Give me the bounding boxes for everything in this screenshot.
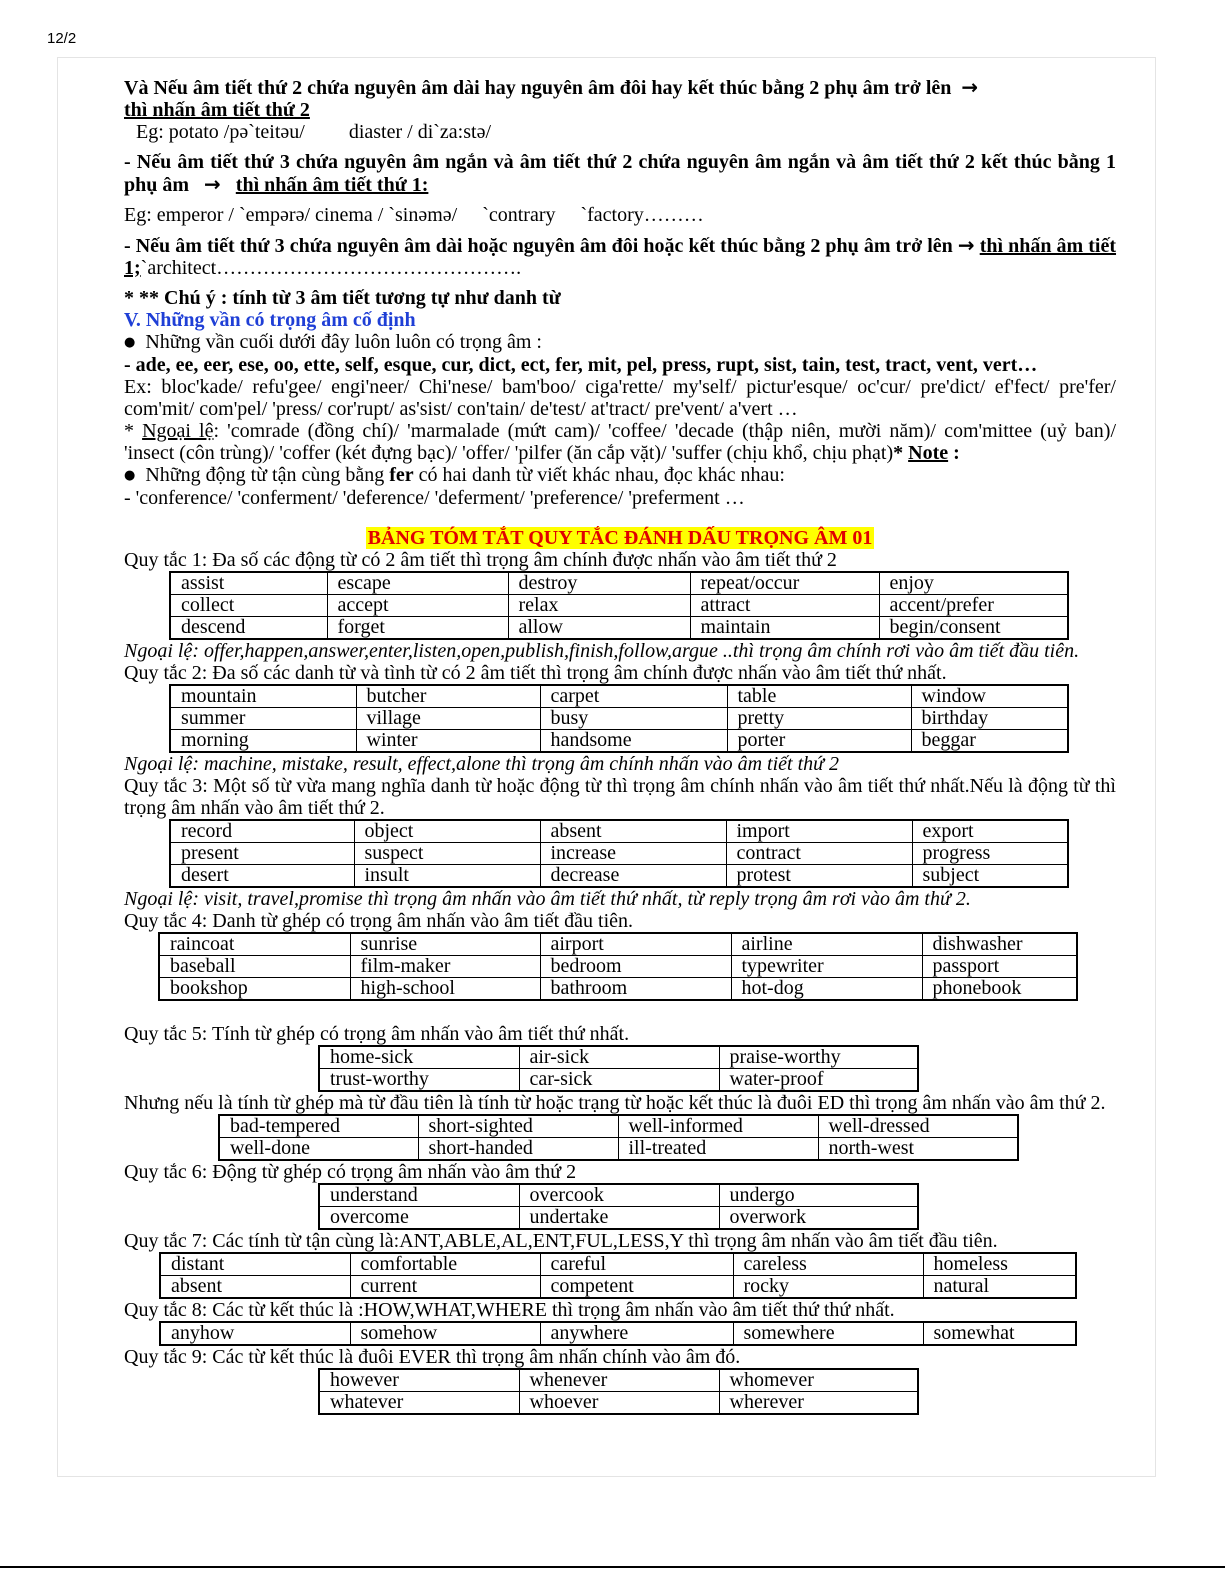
table-cell: progress [912, 843, 1068, 865]
rule-3-exception: Ngoại lệ: visit, travel,promise thì trọng âm nhấn vào âm tiết thứ nhất, từ reply trọng âm rơi vào âm thứ 2. [124, 888, 971, 910]
table-cell: attract [690, 595, 879, 617]
table-cell: birthday [911, 708, 1068, 730]
table-cell: protest [726, 865, 912, 888]
rule-second-syllable [124, 76, 1116, 121]
rule-4-table [158, 932, 1078, 1001]
table-cell: passport [922, 956, 1077, 978]
rule-4-text: Quy tắc 4: Danh từ ghép có trọng âm nhấn vào âm tiết đầu tiên. [124, 910, 634, 932]
table-cell: careless [733, 1253, 923, 1276]
table-cell: car-sick [519, 1069, 719, 1092]
bullet-text: Những động từ tận cùng bằng [145, 464, 390, 486]
exception-paragraph [124, 420, 1116, 464]
rule-short-vowel [124, 151, 1116, 196]
table-cell: morning [170, 730, 356, 753]
table-cell: object [354, 820, 540, 843]
table-cell: high-school [350, 978, 540, 1001]
table-row [170, 572, 1068, 595]
table-cell: overcome [319, 1207, 519, 1230]
example-list: Ex: bloc'kade/ refu'gee/ engi'neer/ Chi'nese/ bam'boo/ ciga'rette/ my'self/ pictur'esque/ oc'cur/ pre'dict/ ef'fect/ pre'fer/ com'mit/ com'pel/ 'press/ cor'rupt/ as'sist/ con'tain/ de'test/ at'tract/ pre'vent/ a'vert … [124, 376, 1116, 420]
table-cell: repeat/occur [690, 572, 879, 595]
rule-3-table [169, 819, 1069, 888]
table-cell: water-proof [719, 1069, 918, 1092]
note-colon: : [948, 442, 960, 464]
table-row [319, 1184, 918, 1207]
table-cell: descend [170, 617, 327, 640]
rule-2-exception: Ngoại lệ: machine, mistake, result, effect,alone thì trọng âm chính nhấn vào âm tiết thứ 2 [124, 753, 840, 775]
table-cell: allow [508, 617, 690, 640]
table-cell: bathroom [540, 978, 731, 1001]
note-label: Note [908, 442, 949, 464]
table-cell: begin/consent [879, 617, 1068, 640]
example-line: Eg: emperor / `empərə/ cinema / `sinəmə/ `contrary `factory……… [124, 204, 704, 226]
asterisk: * [893, 442, 909, 464]
table-cell: import [726, 820, 912, 843]
table-cell: baseball [159, 956, 350, 978]
table-cell: air-sick [519, 1046, 719, 1069]
exception-text: : 'comrade (đồng chí)/ 'marmalade (mứt cam)/ 'coffee/ 'decade (thập niên, mười năm)/ com'mittee (uỷ ban)/ 'insect (côn trùng)/ 'coffer (két đựng bạc)/ 'offer/ 'pilfer (ăn cắp vặt)/ 'suffer (chịu khổ, chịu phạt) [124, 420, 1117, 464]
table-cell: relax [508, 595, 690, 617]
table-cell: undergo [719, 1184, 918, 1207]
table-row [319, 1392, 918, 1415]
example-line [124, 121, 1116, 143]
rule-conclusion: thì nhấn âm tiết 1; [124, 235, 1117, 279]
rule-1-table [169, 571, 1069, 640]
table-row [219, 1115, 1018, 1138]
asterisk: * [124, 420, 143, 442]
table-cell: airport [540, 933, 731, 956]
table-row [160, 1322, 1076, 1345]
document-content [124, 76, 1116, 1415]
table-row [160, 1253, 1076, 1276]
table-cell: collect [170, 595, 327, 617]
example-potato: Eg: potato /pə`teitəu/ [136, 121, 305, 143]
table-cell: accent/prefer [879, 595, 1068, 617]
table-cell: bookshop [159, 978, 350, 1001]
rule-3-text: Quy tắc 3: Một số từ vừa mang nghĩa danh từ hoặc động từ thì trọng âm chính nhấn vào âm tiết thứ nhất.Nếu là động từ thì trọng âm nhấn vào âm tiết thứ 2. [124, 775, 1116, 819]
table-cell: overcook [519, 1184, 719, 1207]
table-cell: accept [327, 595, 508, 617]
bullet-icon: ● [124, 335, 136, 350]
table-cell: competent [540, 1276, 733, 1299]
table-cell: mountain [170, 685, 356, 708]
table-cell: handsome [540, 730, 727, 753]
table-row [170, 617, 1068, 640]
table-cell: whatever [319, 1392, 519, 1415]
note-adjective: * ** Chú ý : tính từ 3 âm tiết tương tự như danh từ [124, 287, 561, 309]
rule-9-text: Quy tắc 9: Các từ kết thúc là đuôi EVER thì trọng âm nhấn chính vào âm đó. [124, 1346, 741, 1368]
rule-8-table [159, 1321, 1077, 1346]
fer-nouns-line: - 'conference/ 'conferment/ 'deference/ 'deferment/ 'preference/ 'preferment … [124, 487, 745, 509]
summary-title [124, 527, 1116, 549]
table-row [219, 1138, 1018, 1161]
rule-conclusion: thì nhấn âm tiết thứ 1: [235, 174, 429, 196]
table-row [170, 865, 1068, 888]
bullet-item [124, 464, 1116, 487]
table-cell: beggar [911, 730, 1068, 753]
table-cell: table [727, 685, 911, 708]
table-cell: pretty [727, 708, 911, 730]
arrow-icon: → [204, 172, 221, 196]
table-cell: record [170, 820, 354, 843]
summary-title-text: BẢNG TÓM TẮT QUY TẮC ĐÁNH DẤU TRỌNG ÂM 01 [367, 527, 873, 549]
table-cell: typewriter [731, 956, 922, 978]
table-cell: destroy [508, 572, 690, 595]
table-row [170, 685, 1068, 708]
table-cell: raincoat [159, 933, 350, 956]
rule-8-text: Quy tắc 8: Các từ kết thúc là :HOW,WHAT,WHERE thì trọng âm nhấn vào âm tiết thứ thứ nhất. [124, 1299, 895, 1321]
table-cell: home-sick [319, 1046, 519, 1069]
table-cell: insult [354, 865, 540, 888]
table-cell: bedroom [540, 956, 731, 978]
rule-7-table [159, 1252, 1077, 1299]
rule-text: Và Nếu âm tiết thứ 2 chứa nguyên âm dài hay nguyên âm đôi hay kết thúc bằng 2 phụ âm trở lên [124, 77, 952, 99]
table-cell: understand [319, 1184, 519, 1207]
table-cell: undertake [519, 1207, 719, 1230]
example-architect: `architect………………………………………. [140, 257, 522, 279]
table-cell: dishwasher [922, 933, 1077, 956]
table-row [170, 843, 1068, 865]
table-cell: north-west [818, 1138, 1018, 1161]
table-row [170, 820, 1068, 843]
table-cell: well-informed [618, 1115, 818, 1138]
table-cell: ill-treated [618, 1138, 818, 1161]
arrow-icon: → [961, 75, 979, 99]
table-cell: whenever [519, 1369, 719, 1392]
table-cell: hot-dog [731, 978, 922, 1001]
table-cell: subject [912, 865, 1068, 888]
table-cell: anywhere [540, 1322, 733, 1345]
bottom-rule [0, 1566, 1225, 1568]
table-cell: anyhow [160, 1322, 350, 1345]
table-cell: enjoy [879, 572, 1068, 595]
rule-2-table [169, 684, 1069, 753]
table-row [170, 595, 1068, 617]
table-cell: distant [160, 1253, 350, 1276]
table-cell: butcher [356, 685, 540, 708]
table-cell: desert [170, 865, 354, 888]
table-cell: window [911, 685, 1068, 708]
table-row [170, 708, 1068, 730]
table-cell: however [319, 1369, 519, 1392]
table-cell: short-handed [418, 1138, 618, 1161]
table-cell: well-dressed [818, 1115, 1018, 1138]
table-cell: escape [327, 572, 508, 595]
table-cell: suspect [354, 843, 540, 865]
table-row [319, 1369, 918, 1392]
example-diaster: diaster / di`za:stə/ [348, 121, 492, 143]
table-cell: porter [727, 730, 911, 753]
table-cell: somewhere [733, 1322, 923, 1345]
rule-1-text: Quy tắc 1: Đa số các động từ có 2 âm tiết thì trọng âm chính được nhấn vào âm tiết thứ 2 [124, 549, 837, 571]
table-cell: phonebook [922, 978, 1077, 1001]
table-cell: short-sighted [418, 1115, 618, 1138]
rule-6-table [318, 1183, 919, 1230]
arrow-icon: → [957, 233, 975, 257]
table-cell: export [912, 820, 1068, 843]
table-cell: village [356, 708, 540, 730]
rule-9-table [318, 1368, 919, 1415]
page-number: 12/2 [47, 30, 77, 47]
rule-text: - Nếu âm tiết thứ 3 chứa nguyên âm ngắn và âm tiết thứ 2 chứa nguyên âm ngắn và âm tiết thứ 2 kết thúc bằng 1 phụ âm [124, 151, 1116, 196]
table-cell: summer [170, 708, 356, 730]
section-heading: V. Những vần có trọng âm cố định [124, 309, 416, 331]
bullet-text: có hai danh từ viết khác nhau, đọc khác nhau: [413, 464, 785, 486]
rule-6-text: Quy tắc 6: Động từ ghép có trọng âm nhấn vào âm thứ 2 [124, 1161, 577, 1183]
table-cell: natural [923, 1276, 1076, 1299]
table-cell: somehow [350, 1322, 540, 1345]
table-cell: wherever [719, 1392, 918, 1415]
table-cell: careful [540, 1253, 733, 1276]
exception-label: Ngoại lệ [142, 420, 214, 442]
table-cell: comfortable [350, 1253, 540, 1276]
table-cell: whomever [719, 1369, 918, 1392]
table-cell: contract [726, 843, 912, 865]
rule-5-table-2 [218, 1114, 1019, 1161]
rule-5-note: Nhưng nếu là tính từ ghép mà từ đầu tiên là tính từ hoặc trạng từ hoặc kết thúc là đuôi ED thì trọng âm nhấn vào âm thứ 2. [124, 1092, 1106, 1114]
bullet-icon: ● [124, 468, 136, 483]
table-cell: winter [356, 730, 540, 753]
rule-conclusion: thì nhấn âm tiết thứ 2 [124, 99, 310, 121]
bullet-bold: fer [389, 464, 414, 486]
table-cell: current [350, 1276, 540, 1299]
table-cell: whoever [519, 1392, 719, 1415]
table-cell: homeless [923, 1253, 1076, 1276]
rule-1-exception: Ngoại lệ: offer,happen,answer,enter,listen,open,publish,finish,follow,argue ..thì trọng âm chính rơi vào âm tiết đầu tiên. [124, 640, 1080, 662]
table-row [159, 978, 1077, 1001]
table-cell: rocky [733, 1276, 923, 1299]
table-row [160, 1276, 1076, 1299]
table-cell: present [170, 843, 354, 865]
table-cell: overwork [719, 1207, 918, 1230]
rule-5-table [318, 1045, 919, 1092]
bullet-text: Những vần cuối dưới đây luôn luôn có trọng âm : [145, 331, 542, 353]
bullet-item [124, 331, 1116, 354]
rule-2-text: Quy tắc 2: Đa số các danh từ và tình từ có 2 âm tiết thì trọng âm chính được nhấn vào âm tiết thứ nhất. [124, 662, 947, 684]
table-cell: forget [327, 617, 508, 640]
suffix-list: - ade, ee, eer, ese, oo, ette, self, esque, cur, dict, ect, fer, mit, pel, press, rupt, sist, tain, test, tract, vent, vert… [124, 354, 1038, 376]
table-row [319, 1046, 918, 1069]
table-row [319, 1069, 918, 1092]
table-cell: assist [170, 572, 327, 595]
table-cell: carpet [540, 685, 727, 708]
table-cell: sunrise [350, 933, 540, 956]
table-cell: somewhat [923, 1322, 1076, 1345]
table-cell: absent [160, 1276, 350, 1299]
table-cell: film-maker [350, 956, 540, 978]
table-cell: bad-tempered [219, 1115, 418, 1138]
rule-7-text: Quy tắc 7: Các tính từ tận cùng là:ANT,ABLE,AL,ENT,FUL,LESS,Y thì trọng âm nhấn vào âm tiết đầu tiên. [124, 1230, 998, 1252]
table-row [159, 933, 1077, 956]
table-cell: well-done [219, 1138, 418, 1161]
rule-long-vowel [124, 234, 1116, 279]
table-cell: busy [540, 708, 727, 730]
table-cell: absent [540, 820, 726, 843]
table-cell: maintain [690, 617, 879, 640]
table-cell: decrease [540, 865, 726, 888]
table-row [170, 730, 1068, 753]
table-cell: praise-worthy [719, 1046, 918, 1069]
table-cell: trust-worthy [319, 1069, 519, 1092]
rule-5-text: Quy tắc 5: Tính từ ghép có trọng âm nhấn vào âm tiết thứ nhất. [124, 1023, 630, 1045]
table-row [159, 956, 1077, 978]
rule-text: - Nếu âm tiết thứ 3 chứa nguyên âm dài hoặc nguyên âm đôi hoặc kết thúc bằng 2 phụ âm trở lên [124, 235, 953, 257]
table-cell: airline [731, 933, 922, 956]
table-cell: increase [540, 843, 726, 865]
table-row [319, 1207, 918, 1230]
